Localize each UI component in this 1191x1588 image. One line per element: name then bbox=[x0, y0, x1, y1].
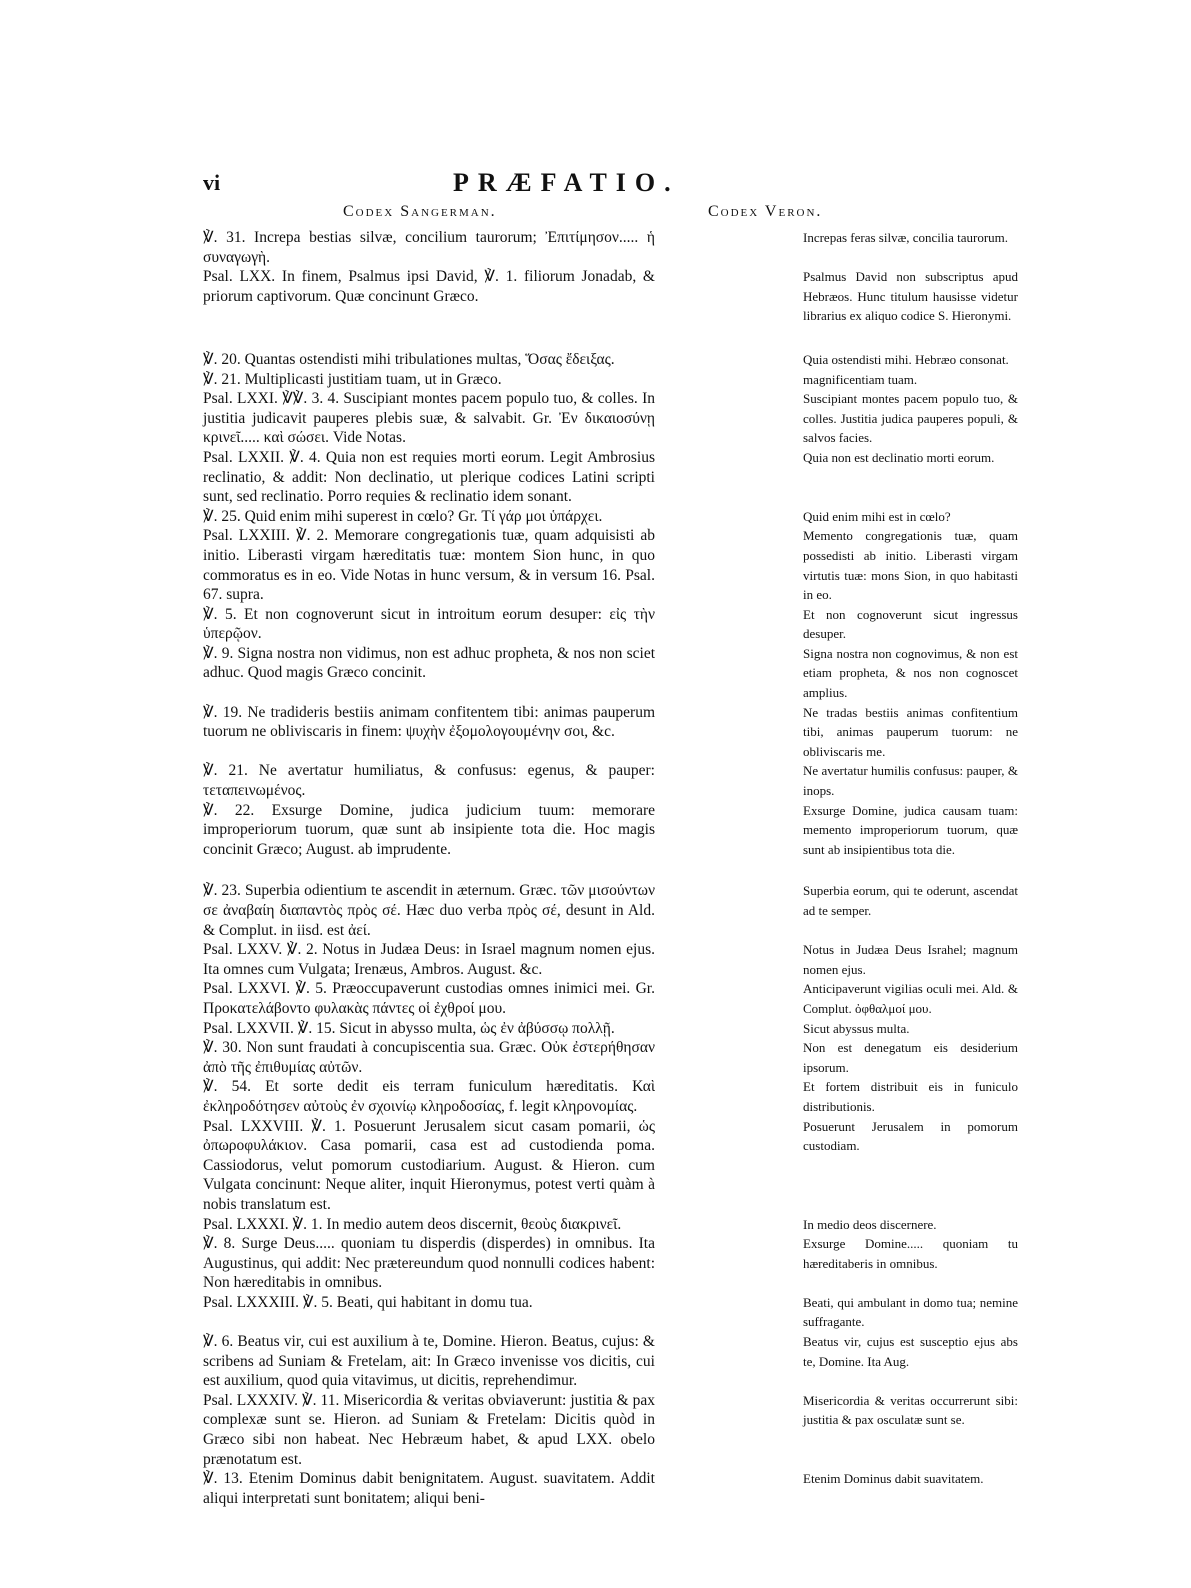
table-row bbox=[203, 605, 1018, 644]
running-title: PRÆFATIO. bbox=[453, 168, 680, 197]
table-row bbox=[203, 370, 1018, 390]
table-row bbox=[203, 1234, 1018, 1293]
table-row bbox=[203, 801, 1018, 860]
veron-reading: Increpas feras silvæ, concilia taurorum. bbox=[803, 230, 1009, 245]
sangerman-reading: ℣. 19. Ne tradideris bestiis animam confitentem tibi: animas pauperum tuorum ne obliviscaris in finem: ψυχὴν ἐξομολογουμένην σοι, &c. bbox=[203, 703, 655, 741]
veron-reading: Exsurge Domine, judica causam tuam: memento improperiorum tuorum, quæ sunt ab insipientibus tota die. bbox=[803, 802, 1018, 857]
veron-reading: Superbia eorum, qui te oderunt, ascendat ad te semper. bbox=[803, 883, 1018, 918]
sangerman-reading: ℣. 9. Signa nostra non vidimus, non est adhuc propheta, & nos non sciet adhuc. Quod magis Græco concinit. bbox=[203, 644, 655, 682]
table-row bbox=[203, 389, 1018, 448]
veron-reading: Misericordia & veritas occurrerunt sibi: justitia & pax osculatæ sunt se. bbox=[803, 1392, 1018, 1428]
sangerman-reading: ℣. 13. Etenim Dominus dabit benignitatem. August. suavitatem. Addit aliqui interpretati sunt bonitatem; aliqui beni- bbox=[203, 1470, 655, 1507]
sangerman-reading: Psal. LXXIII. ℣. 2. Memorare congregationis tuæ, quam adquisisti ab initio. Liberasti virgam hæreditatis tuæ: montem Sion hunc, in quo commoratus es in eo. Vide Notas in hunc versum, & in versum 16. Psal. 67. supra. bbox=[203, 527, 655, 604]
sangerman-reading: ℣. 21. Multiplicasti justitiam tuam, ut in Græco. bbox=[203, 370, 502, 388]
veron-reading: Posuerunt Jerusalem in pomorum custodiam. bbox=[803, 1118, 1018, 1154]
table-row bbox=[203, 1215, 1018, 1235]
table-row bbox=[203, 267, 1018, 326]
table-row bbox=[203, 979, 1018, 1018]
veron-reading: In medio deos discernere. bbox=[803, 1216, 937, 1232]
column-heading-right: Codex Veron. bbox=[708, 203, 823, 220]
page-header bbox=[203, 170, 1018, 200]
sangerman-reading: ℣. 22. Exsurge Domine, judica judicium tuum: memorare improperiorum tuorum, quæ sunt ab insipiente tota die. Hoc magis concinit Græco; August. ab imprudente. bbox=[203, 801, 655, 858]
sangerman-reading: Psal. LXXVIII. ℣. 1. Posuerunt Jerusalem sicut casam pomarii, ὡς ὀπωροφυλάκιον. Casa pomarii, casa est ad custodienda poma. Cassiodorus, velut pomorum custodiarium. August. & Hieron. cum Vulgata concinunt: Neque aliter, inquit Hieronymus, potest verti quàm à nobis translatum est. bbox=[203, 1117, 655, 1213]
sangerman-reading: Psal. LXXXIV. ℣. 11. Misericordia & veritas obviaverunt: justitia & pax complexæ sunt se. Hieron. ad Suniam & Fretelam: Dicitis quòd in Græco sibi non habeat. Nec Hebræum habet, & apud LXX. obelo prænotatum est. bbox=[203, 1391, 655, 1468]
sangerman-reading: Psal. LXX. In finem, Psalmus ipsi David, ℣. 1. filiorum Jonadab, & priorum captivorum. Quæ concinunt Græco. bbox=[203, 268, 655, 305]
veron-reading: Ne avertatur humilis confusus: pauper, & inops. bbox=[803, 763, 1018, 799]
veron-reading: Quid enim mihi est in cœlo? bbox=[803, 508, 951, 524]
sangerman-reading: ℣. 6. Beatus vir, cui est auxilium à te, Domine. Hieron. Beatus, cujus: & scribens ad Suniam & Fretelam, ait: In Græco invenisse vos dicitis, cui est auxilium, quod quia vitavimus, ut dicitis, reprehendimur. bbox=[203, 1333, 655, 1390]
table-row bbox=[203, 644, 1018, 703]
table-row bbox=[203, 1469, 1018, 1508]
table-row bbox=[203, 1019, 1018, 1039]
sangerman-reading: Psal. LXXVI. ℣. 5. Præoccupaverunt custodias omnes inimici mei. Gr. Προκατελάβοντο φυλακὰς πάντες οἱ ἐχθροί μου. bbox=[203, 980, 655, 1017]
table-row bbox=[203, 1038, 1018, 1077]
table-row bbox=[203, 350, 1018, 370]
veron-reading: Non est denegatum eis desiderium ipsorum. bbox=[803, 1040, 1018, 1075]
sangerman-reading: Psal. LXXXI. ℣. 1. In medio autem deos discernit, θεοὺς διακρινεῖ. bbox=[203, 1215, 622, 1233]
table-row bbox=[203, 881, 1018, 940]
sangerman-reading: ℣. 25. Quid enim mihi superest in cœlo? Gr. Τί γάρ μοι ὑπάρχει. bbox=[203, 507, 603, 525]
sangerman-reading: Psal. LXXV. ℣. 2. Notus in Judæa Deus: in Israel magnum nomen ejus. Ita omnes cum Vulgata; Irenæus, Ambros. August. &c. bbox=[203, 941, 655, 978]
veron-reading: Et non cognoverunt sicut ingressus desuper. bbox=[803, 606, 1018, 642]
veron-reading: Sicut abyssus multa. bbox=[803, 1020, 910, 1036]
veron-reading: Suscipiant montes pacem populo tuo, & colles. Justitia judica pauperes populi, & salvos facies. bbox=[803, 391, 1018, 446]
sangerman-reading: Psal. LXXVII. ℣. 15. Sicut in abysso multa, ὡς ἐν ἀβύσσῳ πολλῇ. bbox=[203, 1019, 615, 1037]
table-row bbox=[203, 940, 1018, 979]
table-row bbox=[203, 1077, 1018, 1116]
column-heading-left: Codex Sangerman. bbox=[343, 203, 497, 220]
sangerman-reading: ℣. 30. Non sunt fraudati à concupiscentia sua. Græc. Οὐκ ἐστερήθησαν ἀπὸ τῆς ἐπιθυμίας αὐτῶν. bbox=[203, 1039, 655, 1076]
sangerman-reading: ℣. 8. Surge Deus..... quoniam tu disperdis (disperdes) in omnibus. Ita Augustinus, qui addit: Nec prætereundum quod nonnulli codices habent: Non hæreditabis in omnibus. bbox=[203, 1235, 655, 1292]
page-number: vi bbox=[203, 170, 221, 195]
sangerman-reading: Psal. LXXII. ℣. 4. Quia non est requies morti eorum. Legit Ambrosius reclinatio, & addit: Non declinatio, ut plerique codices Latini scripti sunt, sed reclinatio. Porro requies & reclinatio idem sonant. bbox=[203, 448, 655, 506]
table-row bbox=[203, 1117, 1018, 1215]
sangerman-reading: Psal. LXXI. ℣℣. 3. 4. Suscipiant montes pacem populo tuo, & colles. In justitia judicavit pauperes plebis suæ, & salvabit. Gr. Ἐν δικαιοσύνῃ κρινεῖ..... καὶ σώσει. Vide Notas. bbox=[203, 390, 655, 447]
sangerman-reading: ℣. 5. Et non cognoverunt sicut in introitum eorum desuper: εἰς τὴν ὑπερῷον. bbox=[203, 605, 655, 643]
veron-reading: Etenim Dominus dabit suavitatem. bbox=[803, 1471, 984, 1487]
sangerman-reading: ℣. 31. Increpa bestias silvæ, concilium taurorum; Ἐπιτίμησον..... ἡ συναγωγὴ. bbox=[203, 229, 655, 266]
table-row bbox=[203, 1391, 1018, 1469]
table-row bbox=[203, 448, 1018, 507]
veron-reading: Notus in Judæa Deus Israhel; magnum nomen ejus. bbox=[803, 942, 1018, 977]
veron-reading: Anticipaverunt vigilias oculi mei. Ald. & Complut. ὀφθαλμοί μου. bbox=[803, 981, 1018, 1016]
sangerman-reading: ℣. 54. Et sorte dedit eis terram funiculum hæreditatis. Καὶ ἐκληροδότησεν αὐτοὺς ἐν σχοινίῳ κληροδοσίας, f. legit κληρονομίας. bbox=[203, 1078, 655, 1115]
table-row bbox=[203, 228, 1018, 267]
collation-table bbox=[203, 228, 1018, 1508]
table-row bbox=[203, 507, 1018, 527]
table-row bbox=[203, 1293, 1018, 1332]
veron-reading: Psalmus David non subscriptus apud Hebræos. Hunc titulum hausisse videtur librarius ex aliquo codice S. Hieronymi. bbox=[803, 269, 1018, 324]
sangerman-reading: ℣. 20. Quantas ostendisti mihi tribulationes multas, Ὅσας ἔδειξας. bbox=[203, 350, 615, 368]
veron-reading: Beatus vir, cujus est susceptio ejus abs te, Domine. Ita Aug. bbox=[803, 1334, 1018, 1369]
veron-reading: Beati, qui ambulant in domo tua; nemine suffragante. bbox=[803, 1294, 1018, 1330]
veron-reading: Signa nostra non cognovimus, & non est etiam propheta, & nos non cognoscet amplius. bbox=[803, 645, 1018, 701]
column-headings bbox=[203, 203, 1018, 225]
veron-reading: magnificentiam tuam. bbox=[803, 371, 918, 387]
table-row bbox=[203, 761, 1018, 800]
veron-reading: Quia non est declinatio morti eorum. bbox=[803, 449, 995, 465]
sangerman-reading: Psal. LXXXIII. ℣. 5. Beati, qui habitant in domu tua. bbox=[203, 1293, 533, 1311]
sangerman-reading: ℣. 23. Superbia odientium te ascendit in æternum. Græc. τῶν μισούντων σε ἀναβαίη διαπαντὸς πρὸς σέ. Hæc duo verba πρὸς σέ, desunt in Ald. & Complut. in iisd. est ἀεί. bbox=[203, 882, 655, 939]
veron-reading: Exsurge Domine..... quoniam tu hæreditaberis in omnibus. bbox=[803, 1236, 1018, 1271]
veron-reading: Memento congregationis tuæ, quam possedisti ab initio. Liberasti virgam virtutis tuæ: mons Sion, in quo habitasti in eo. bbox=[803, 528, 1018, 603]
table-row bbox=[203, 526, 1018, 604]
veron-reading: Et fortem distribuit eis in funiculo distributionis. bbox=[803, 1079, 1018, 1114]
sangerman-reading: ℣. 21. Ne avertatur humiliatus, & confusus: egenus, & pauper: τεταπεινωμένος. bbox=[203, 762, 655, 800]
veron-reading: Ne tradas bestiis animas confitentium tibi, animas pauperum tuorum: ne obliviscaris me. bbox=[803, 704, 1018, 759]
table-row bbox=[203, 1332, 1018, 1391]
table-row bbox=[203, 703, 1018, 762]
veron-reading: Quia ostendisti mihi. Hebræo consonat. bbox=[803, 351, 1009, 367]
